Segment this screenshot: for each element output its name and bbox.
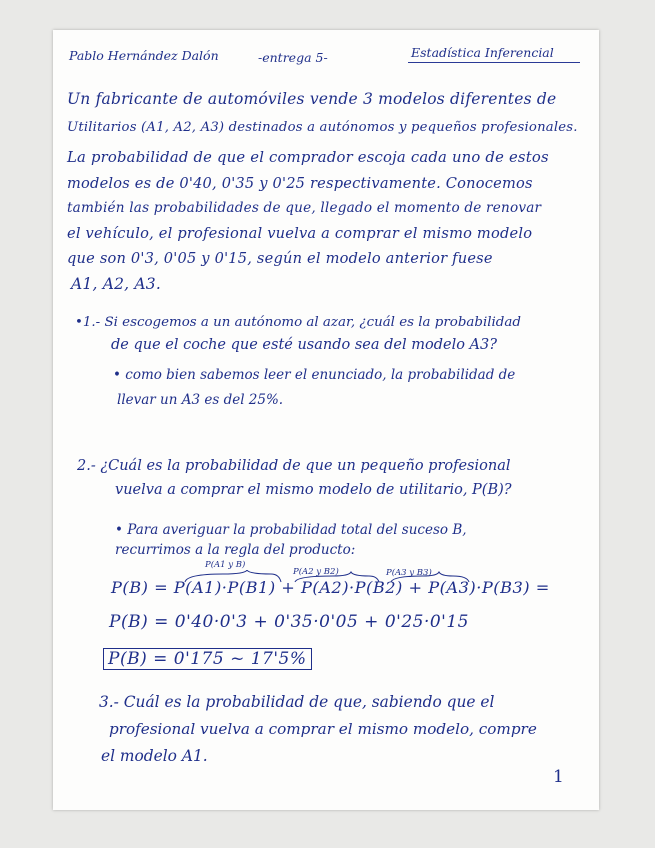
brace-label: P(A2 y B2)	[293, 567, 339, 577]
problem-line: el vehículo, el profesional vuelva a comprar el mismo modelo	[67, 225, 533, 242]
problem-line: Utilitarios (A1, A2, A3) destinados a autónomos y pequeños profesionales.	[67, 120, 578, 135]
answer-line: • como bien sabemos leer el enunciado, la probabilidad de	[113, 367, 516, 383]
question-line: profesional vuelva a comprar el mismo modelo, compre	[109, 720, 537, 738]
answer-line: • Para averiguar la probabilidad total del suceso B,	[115, 522, 467, 538]
paper-sheet	[53, 30, 599, 810]
subject-title: Estadística Inferencial	[411, 45, 554, 60]
brace-label: P(A3 y B3)	[386, 568, 432, 578]
subject-underline	[408, 62, 580, 63]
question-line: vuelva a comprar el mismo modelo de utilitario, P(B)?	[115, 482, 512, 498]
question-line: 3.- Cuál es la probabilidad de que, sabiendo que el	[99, 693, 495, 711]
delivery-label: -entrega 5-	[258, 50, 328, 65]
problem-line: La probabilidad de que el comprador escoja cada uno de estos	[67, 149, 549, 166]
problem-line: que son 0'3, 0'05 y 0'15, según el modelo anterior fuese	[67, 250, 493, 267]
problem-line: Un fabricante de automóviles vende 3 modelos diferentes de	[67, 90, 557, 108]
problem-line: A1, A2, A3.	[71, 275, 162, 293]
question-line: 2.- ¿Cuál es la probabilidad de que un pequeño profesional	[77, 458, 511, 474]
problem-line: modelos es de 0'40, 0'35 y 0'25 respectivamente. Conocemos	[67, 175, 533, 192]
problem-line: también las probabilidades de que, llegado el momento de renovar	[67, 200, 542, 216]
formula-total-probability: P(B) = P(A1)·P(B1) + P(A2)·P(B2) + P(A3)·P(B3) =	[111, 578, 550, 597]
page-number: 1	[553, 767, 564, 787]
question-line: de que el coche que esté usando sea del modelo A3?	[111, 337, 498, 353]
answer-line: llevar un A3 es del 25%.	[117, 392, 284, 408]
brace-label: P(A1 y B)	[205, 560, 246, 570]
question-line: el modelo A1.	[101, 747, 208, 765]
author-name: Pablo Hernández Dalón	[69, 48, 219, 63]
formula-substitution: P(B) = 0'40·0'3 + 0'35·0'05 + 0'25·0'15	[109, 612, 469, 632]
result-box: P(B) = 0'175 ~ 17'5%	[103, 648, 312, 670]
answer-line: recurrimos a la regla del producto:	[115, 542, 356, 558]
question-line: •1.- Si escogemos a un autónomo al azar, ¿cuál es la probabilidad	[75, 315, 521, 330]
